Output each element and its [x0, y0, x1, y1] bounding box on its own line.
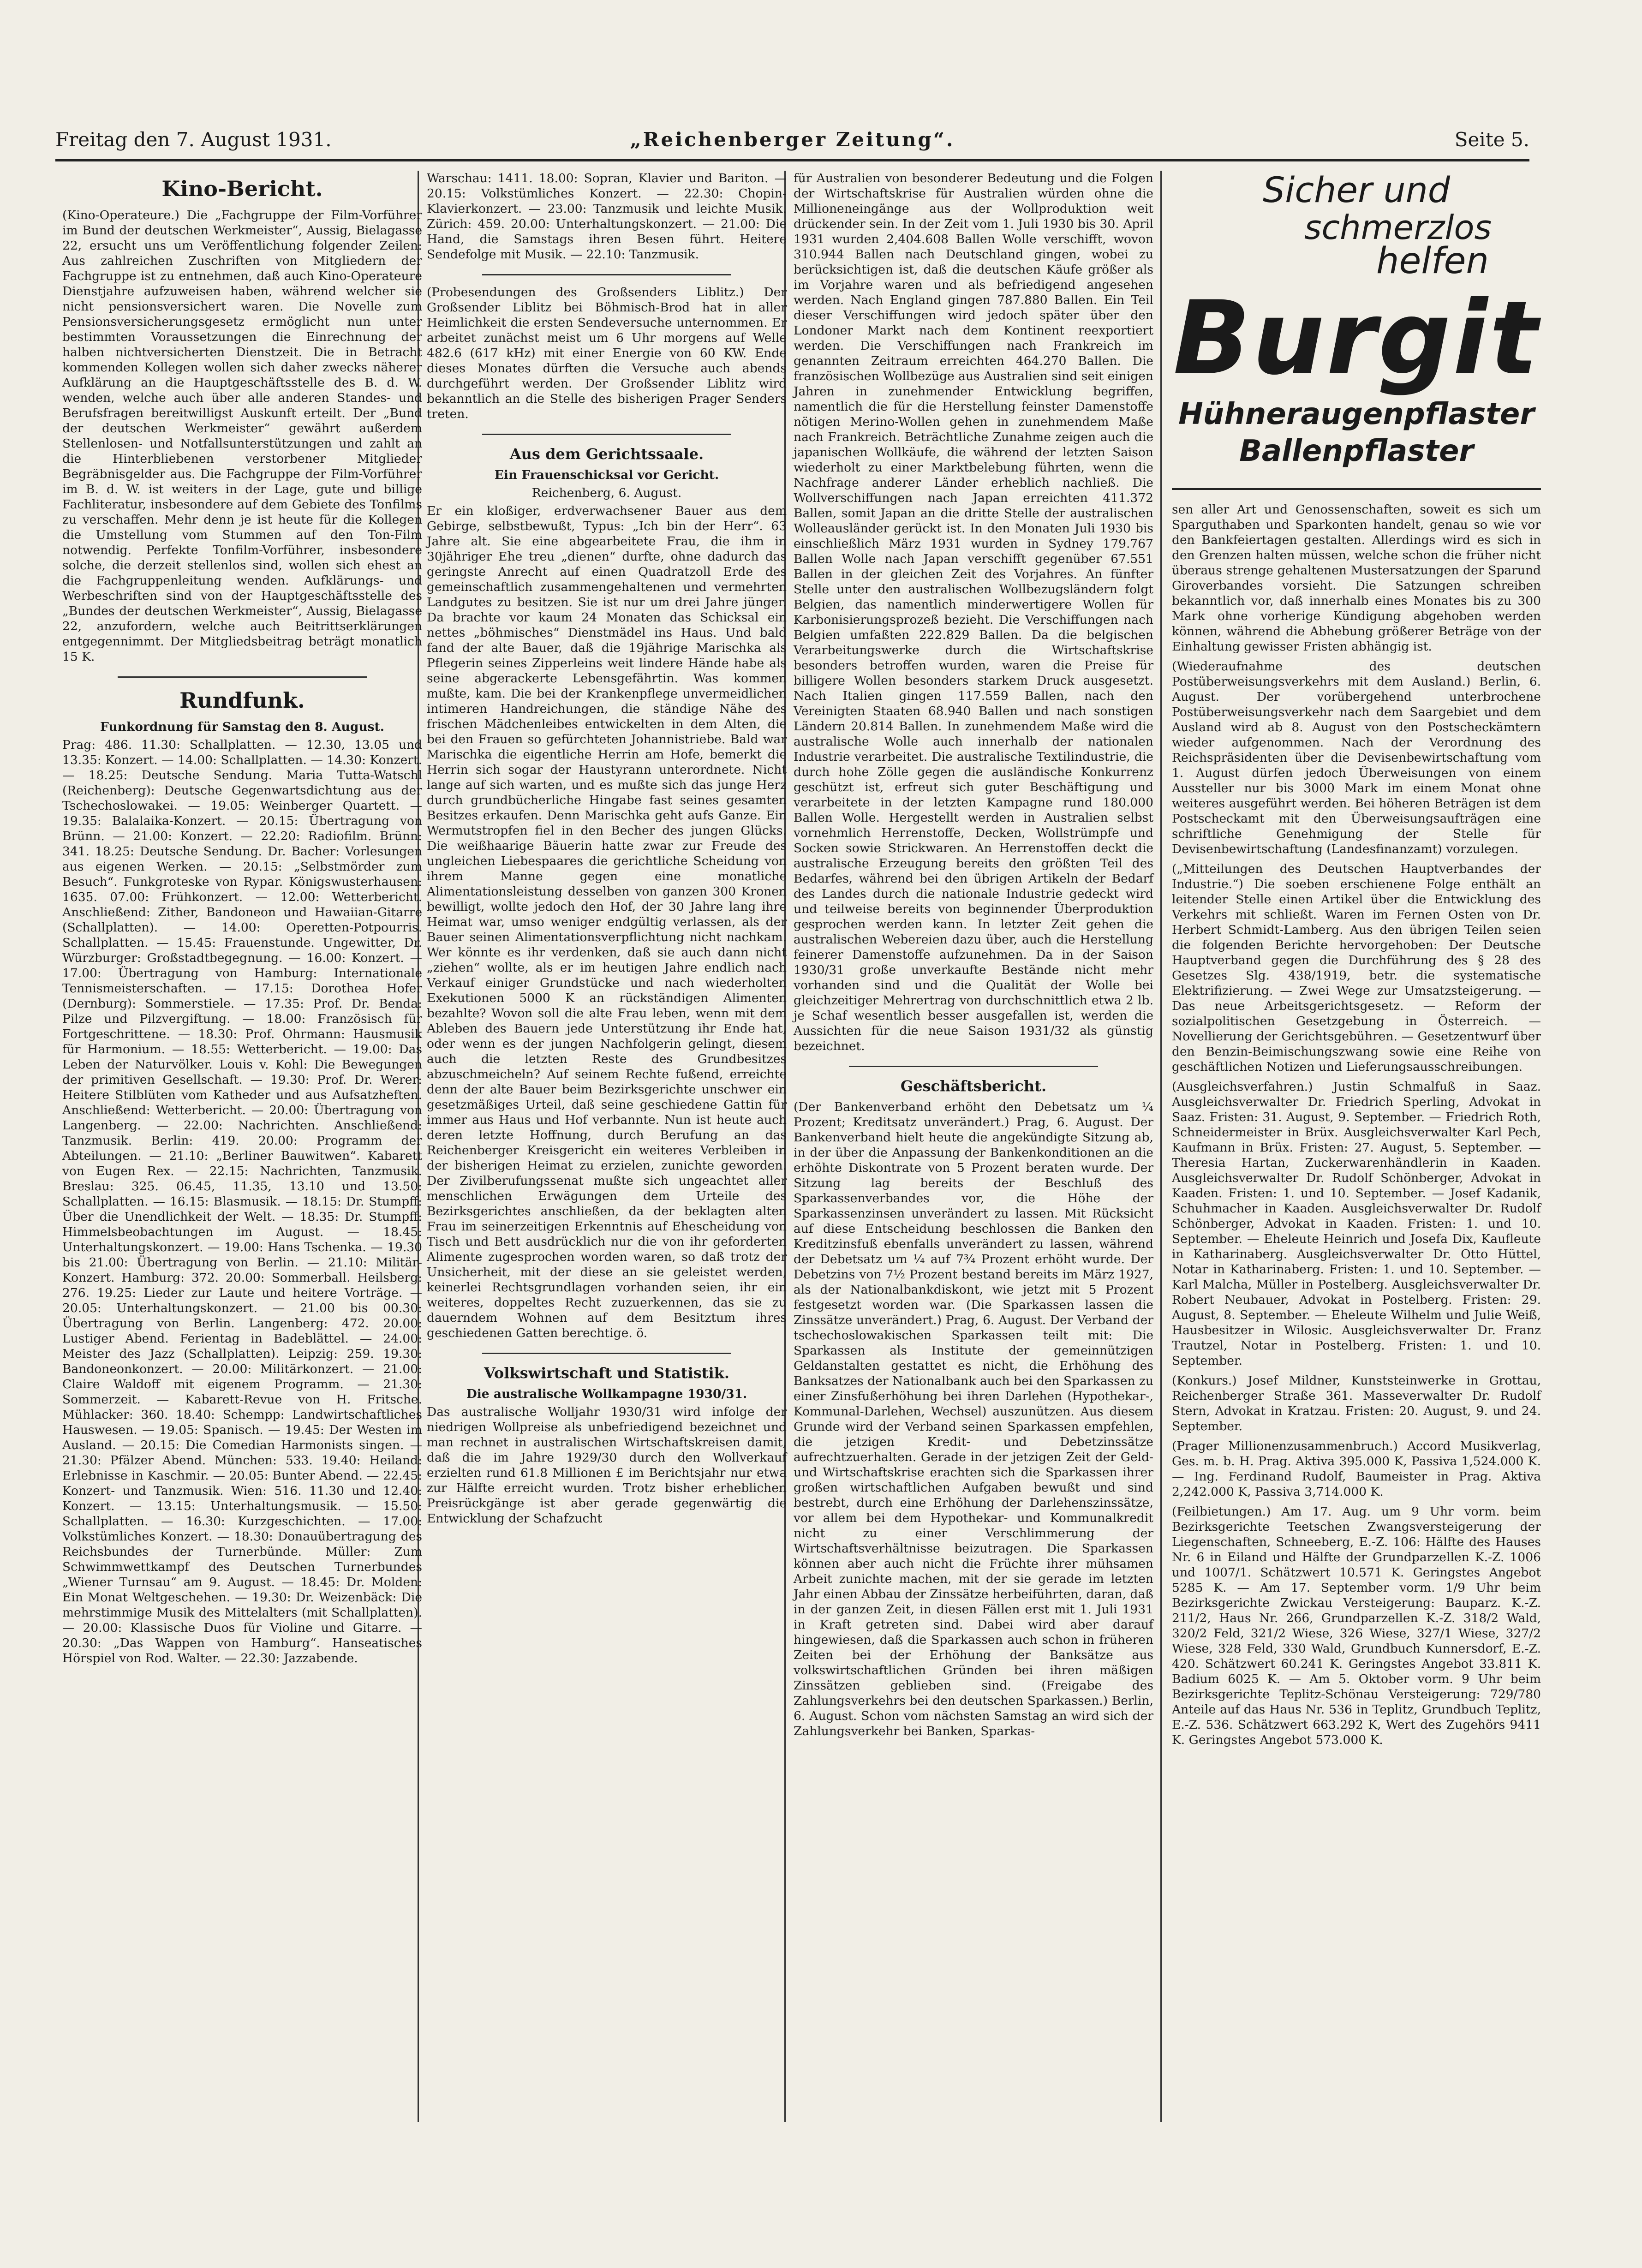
- rundfunk-text: Prag: 486. 11.30: Schallplatten. — 12.30, 13.05 und 13.35: Konzert. — 14.00: Schallplatten. — 14.30: Konzert. — 18.25: Deutsche Sendung. Maria Tutta-Watschl (Reichenberg): Deutsche Gegenwartsdichtung aus der Tschechoslowakei. — 19.05: Weinberger Quartett. — 19.35: Balalaika-Konzert. — 20.15: Übertragung von Brünn. — 21.00: Konzert. — 22.20: Radiofilm. Brünn: 341. 18.25: Deutsche Sendung. Dr. Bacher: Vorlesungen aus eigenen Werken. — 20.15: „Selbstmörder zum Besuch“. Funkgroteske von Rypar. Königswusterhausen: 1635. 07.00: Frühkonzert. — 12.00: Wetterbericht. Anschließend: Zither, Bandoneon und Hawaiian-Gitarre (Schallplatten). — 14.00: Operetten-Potpourris. Schallplatten. — 15.45: Frauenstunde. Ungewitter, Dr. Würzburger: Großstadtbegegnung. — 16.00: Konzert. — 17.00: Übertragung von Hamburg: Internationale Tennismeisterschaften. — 17.15: Dorothea Hofer (Dernburg): Sommerstiele. — 17.35: Prof. Dr. Benda: Pilze und Pilzvergiftung. — 18.00: Französisch für Fortgeschrittene. — 18.30: Prof. Ohrmann: Hausmusik für Harmonium. — 18.55: Wetterbericht. — 19.00: Das Leben der Naturvölker. Louis v. Kohl: Die Bewegungen der primitiven Gesellschaft. — 19.30: Prof. Dr. Werer: Heitere Stilblüten vom Katheder und aus Aufsatzheften. Anschließend: Wetterbericht. — 20.00: Übertragung von Langenberg. — 22.00: Nachrichten. Anschließend: Tanzmusik. Berlin: 419. 20.00: Programm der Abteilungen. — 21.10: „Berliner Bauwitwen“. Kabarett von Eugen Rex. — 22.15: Nachrichten, Tanzmusik. Breslau: 325. 06.45, 11.35, 13.10 und 13.50: Schallplatten. — 16.15: Blasmusik. — 18.15: Dr. Stumpff: Über die Unendlichkeit der Welt. — 18.35: Dr. Stumpff: Himmelsbeobachtungen im August. — 18.45: Unterhaltungskonzert. — 19.00: Hans Tschenka. — 19.30 bis 21.00: Übertragung von Berlin. — 21.10: Militär-Konzert. Hamburg: 372. 20.00: Sommerball. Heilsberg: 276. 19.25: Lieder zur Laute und heitere Vorträge. — 20.05: Unterhaltungskonzert. — 21.00 bis 00.30: Übertragung von Berlin. Langenberg: 472. 20.00: Lustiger Abend. Ferientag in Badeblättel. — 24.00: Meister des Jazz (Schallplatten). Leipzig: 259. 19.30: Bandoneonkonzert. — 20.00: Militärkonzert. — 21.00: Claire Waldoff mit eigenem Programm. — 21.30: Sommerzeit. — Kabarett-Revue von H. Fritsche. Mühlacker: 360. 18.40: Schempp: Landwirtschaftliches Hauswesen. — 19.05: Spanisch. — 19.45: Der Westen im Ausland. — 20.15: Die Comedian Harmonists singen. — 21.30: Pfälzer Abend. München: 533. 19.40: Heiland: Erlebnisse in Kaschmir. — 20.05: Bunter Abend. — 22.45: Konzert- und Tanzmusik. Wien: 516. 11.30 und 12.40: Konzert. — 13.15: Unterhaltungsmusik. — 15.50: Schallplatten. — 16.30: Kurzgeschichten. — 17.00: Volkstümliches Konzert. — 18.30: Donauübertragung des Reichsbundes der Turnerbünde. Müller: Zum Schwimmwettkampf des Deutschen Turnerbundes „Wiener Turnsau“ am 9. August. — 18.45: Dr. Molden: Ein Monat Weltgeschehen. — 19.30: Dr. Weizenbäck: Die mehrstimmige Musik des Mittelalters (mit Schallplatten). — 20.00: Klassische Duos für Violine und Gitarre. — 20.30: „Das Wappen von Hamburg“. Hanseatisches Hörspiel von Rod. Walter. — 22.30: Jazzabende.: [62, 738, 422, 1665]
- kino-title: Kino-Bericht.: [161, 176, 323, 201]
- kino-text: (Kino-Operateure.) Die „Fachgruppe der Film-Vorführer im Bund der deutschen Werkmeister“, Aussig, Bielagasse 22, ersucht uns um Veröffentlichung folgender Zeilen: Aus zahlreichen Zuschriften von Mitgliedern der Fachgruppe ist zu entnehmen, daß auch Kino-Operateure Dienstjahre aufzuweisen haben, während welcher sie nicht pensionsversichert waren. Die Novelle zum Pensionsversicherungsgesetz ermöglicht nun unter bestimmten Voraussetzungen die Einrechnung der halben nichtversicherten Dienstzeit. Die in Betracht kommenden Kollegen wollen sich daher zwecks näherer Aufklärung an die Hauptgeschäftsstelle des B. d. W. wenden, welche auch über alle anderen Standes- und Berufsfragen bereitwilligst Auskunft erteilt. Der „Bund der deutschen Werkmeister“ gewährt außerdem Stellenlosen- und Notfallsunterstützungen und zahlt an die Hinterbliebenen verstorbener Mitglieder Begräbnisgelder aus. Die Fachgruppe der Film-Vorführer im B. d. W. ist weiters in der Lage, gute und billige Fachliteratur, insbesondere auf dem Gebiete des Tonfilms zu verschaffen. Mehr denn je ist heute für die Kollegen die Umstellung vom Stummen auf den Ton-Film notwendig. Perfekte Tonfilm-Vorführer, insbesondere solche, die derzeit stellenlos sind, wollen sich ehest an die Fachgruppenleitung wenden. Aufklärungs- und Werbeschriften sind von der Hauptgeschäftsstelle des „Bundes der deutschen Werkmeister“, Aussig, Bielagasse 22, anzufordern, welche auch Beitrittserklärungen entgegennimmt. Der Mitgliedsbeitrag beträgt monatlich 15 K.: [62, 208, 422, 664]
- ad-line-2: schmerzlos: [1304, 208, 1492, 247]
- section-rule: [118, 676, 367, 678]
- feilbietungen-article: (Feilbietungen.) Am 17. Aug. um 9 Uhr vorm. beim Bezirksgerichte Teetschen Zwangsversteigerung der Liegenschaften, Schneeberg, E.-Z. 106: Hälfte des Hauses Nr. 6 in Eiland und Hälfte der Grundparzellen K.-Z. 1006 und 1007/1. Schätzwert 10.571 K. Geringstes Angebot 5285 K. — Am 17. September vorm. 1/9 Uhr beim Bezirksgerichte Zwickau Versteigerung: Bauparz. K.-Z. 211/2, Haus Nr. 266, Grundparzellen K.-Z. 318/2 Wald, 320/2 Feld, 321/2 Wiese, 326 Wiese, 327/1 Wiese, 327/2 Wiese, 328 Feld, 330 Wald, Grundbuch Kunnersdorf, E.-Z. 420. Schätzwert 60.241 K. Geringstes Angebot 33.811 K. Badium 6025 K. — Am 5. Oktober vorm. 9 Uhr beim Bezirksgerichte Teplitz-Schönau Versteigerung: 729/780 Anteile auf das Haus Nr. 536 in Teplitz, Grundbuch Teplitz, E.-Z. 536. Schätzwert 663.292 K, Wert des Zugehörs 9411 K. Geringstes Angebot 573.000 K.: [1172, 1504, 1541, 1747]
- column-4: [1172, 171, 1541, 1748]
- volkswirtschaft-subtitle: Die australische Wollkampagne 1930/31.: [466, 1387, 747, 1401]
- postueberweisung-article: (Wiederaufnahme des deutschen Postüberweisungsverkehrs mit dem Ausland.) Berlin, 6. August. Der vorübergehend unterbrochene Postüberweisungsverkehr nach dem Saargebiet und dem Ausland wird ab 8. August von den Postscheckämtern wieder aufgenommen. Nach der Verordnung des Reichspräsidenten über die Devisenbewirtschaftung vom 1. August dürfen jedoch Überweisungen von einem Aussteller nur bis 3000 Mark im einem Monat ohne weiteres ausgeführt werden. Bei höheren Beträgen ist dem Postscheckamt mit den Überweisungsaufträgen eine schriftliche Genehmigung der Stelle für Devisenbewirtschaftung (Landesfinanzamt) vorzulegen.: [1172, 659, 1541, 856]
- ad-line-1: Sicher und: [1262, 169, 1451, 210]
- volkswirtschaft-text: Das australische Wolljahr 1930/31 wird infolge der niedrigen Wollpreise als unbefriedigend bezeichnet und man rechnet in australischen Wirtschaftskreisen damit, daß die im Jahre 1929/30 durch den Wollverkauf erzielten rund 61.8 Millionen £ im Berichtsjahr nur etwa zur Hälfte erreicht wurden. Trotz bisher erheblichen Preisrückgänge ist aber gerade gegenwärtig die Entwicklung der Schafzucht: [427, 1405, 787, 1526]
- section-rule: [482, 434, 731, 435]
- sparkassen-continued: sen aller Art und Genossenschaften, soweit es sich um Sparguthaben und Sparkonten handelt, genau so wie vor den Bankfeiertagen gestalten. Allerdings wird es sich in den Grenzen halten müssen, welche schon die früher nicht überaus strenge gehaltenen Mustersatzungen der Sparund Giroverbandes vorsieht. Die Satzungen schreiben bekanntlich vor, daß innerhalb eines Monates bis zu 300 Mark ohne vorherige Kündigung abgehoben werden können, während die Abhebung größerer Beträge von der Einhaltung gewisser Fristen abhängig ist.: [1172, 502, 1541, 654]
- gericht-dateline: Reichenberg, 6. August.: [531, 486, 682, 500]
- section-rule: [849, 1066, 1098, 1067]
- issue-date: Freitag den 7. August 1931.: [55, 128, 332, 151]
- section-rule: [482, 274, 731, 275]
- newspaper-title: „Reichenberger Zeitung“.: [630, 128, 955, 151]
- burgit-advertisement: [1172, 171, 1541, 490]
- section-rule: [482, 1353, 731, 1354]
- column-3: [794, 171, 1153, 1739]
- millionen-article: (Prager Millionenzusammenbruch.) Accord Musikverlag, Ges. m. b. H. Prag. Aktiva 395.000 K, Passiva 1,524.000 K. — Ing. Ferdinand Rudolf, Baumeister in Prag. Aktiva 2,242.000 K, Passiva 3,714.000 K.: [1172, 1439, 1541, 1499]
- page-number: Seite 5.: [1454, 128, 1529, 151]
- radio-continued: Warschau: 1411. 18.00: Sopran, Klavier und Bariton. — 20.15: Volkstümliches Konzert. — 22.30: Chopin-Klavierkonzert. — 23.00: Tanzmusik und leichte Musik. Zürich: 459. 20.00: Unterhaltungskonzert. — 21.00: Die Hand, die Samstags ihren Besen führt. Heitere Sendefolge mit Musik. — 22.10: Tanzmusik.: [427, 171, 787, 262]
- ad-product-1: Hühneraugenpflaster: [1178, 397, 1535, 431]
- hauptverband-article: („Mitteilungen des Deutschen Hauptverbandes der Industrie.“) Die soeben erschienene Folge enthält an leitender Stelle einen Artikel über die Entwicklung des Verkehrs mit schließt. Waren im Fernen Osten von Dr. Herbert Schmidt-Lamberg. Aus den übrigen Teilen seien die folgenden Berichte hervorgehoben: Der Deutsche Hauptverband gegen die Durchführung des § 28 des Gesetzes Slg. 438/1919, betr. die systematische Elektrifizierung. — Zwei Wege zur Umsatzsteigerung. — Das neue Arbeitsgerichtsgesetz. — Reform der sozialpolitischen Gesetzgebung in Österreich. — Novellierung der Gerichtsgebühren. — Gesetzentwurf über den Benzin-Beimischungszwang sowie eine Reihe von geschäftlichen Notizen und Lieferungsausschreibungen.: [1172, 862, 1541, 1074]
- gericht-subtitle: Ein Frauenschicksal vor Gericht.: [494, 468, 719, 482]
- column-1: [62, 171, 422, 1666]
- geschaeftsbericht-title: Geschäftsbericht.: [900, 1077, 1047, 1095]
- column-divider: [1160, 171, 1162, 2122]
- wolle-text: für Australien von besonderer Bedeutung und die Folgen der Wirtschaftskrise für Australien würden ohne die Millioneneingänge aus der Wollproduktion weit drückender sein. In der Zeit vom 1. Juli 1930 bis 30. April 1931 wurden 2,404.608 Ballen Wolle verschifft, wovon 310.944 Ballen nach Deutschland gingen, wobei zu berücksichtigen ist, daß die deutschen Käufe größer als im Vorjahre waren und als befriedigend angesehen werden. Nach England gingen 787.880 Ballen. Ein Teil dieser Verschiffungen wird jedoch später über den Londoner Markt nach dem Kontinent reexportiert werden. Die Verschiffungen nach Frankreich im genannten Zeitraum erreichten 464.270 Ballen. Die französischen Wollbezüge aus Australien sind seit einigen Jahren in zunehmender Entwicklung begriffen, namentlich die für die Herstellung feinster Damenstoffe nötigen Merino-Wollen gehen in zunehmendem Maße nach Frankreich. Beträchtliche Zunahme zeigen auch die japanischen Wollkäufe, die während der letzten Saison wiederholt zu einer Marktbelebung führten, wenn die Nachfrage anderer Länder erheblich nachließ. Die Wollverschiffungen nach Japan erreichten 411.372 Ballen, somit Japan an die dritte Stelle der australischen Wolleausländer gerückt ist. In den Monaten Juli 1930 bis einschließlich März 1931 wurden in Sydney 179.767 Ballen Wolle nach Japan verschifft gegenüber 67.551 Ballen in der gleichen Zeit des Vorjahres. An fünfter Stelle unter den australischen Wollbezugsländern folgt Belgien, das namentlich minderwertigere Wollen für Karbonisierungsprozeß bezieht. Die Verschiffungen nach Belgien umfaßten 222.829 Ballen. Da die belgischen Verarbeitungswerke durch die Wirtschaftskrise besonders betroffen wurden, waren die Preise für billigere Wollen besonders starkem Druck ausgesetzt. Nach Italien gingen 117.559 Ballen, nach den Vereinigten Staaten 68.940 Ballen und nach sonstigen Ländern 20.814 Ballen. In zunehmendem Maße wird die australische Wolle auch innerhalb der nationalen Industrie verarbeitet. Die australische Textilindustrie, die durch hohe Zölle gegen die ausländische Konkurrenz geschützt ist, erfreut sich guter Beschäftigung und verarbeitete in der letzten Kampagne rund 180.000 Ballen Wolle. Hergestellt werden in Australien selbst vornehmlich Herrenstoffe, Decken, Wollstrümpfe und Socken sowie Strickwaren. An Herrenstoffen deckt die australische Erzeugung bereits den größten Teil des Bedarfes, während bei den übrigen Artikeln der Bedarf des Landes durch die nationale Industrie gedeckt wird und teilweise bereits von beginnender Überproduktion gesprochen werden kann. In letzter Zeit gehen die australischen Webereien dazu über, auch die Herstellung feinerer Damenstoffe aufzunehmen. Da in der Saison 1930/31 große unverkaufte Bestände nicht mehr vorhanden sind und die Qualität der Wolle bei gleichzeitiger Mehrertrag von durchschnittlich etwa 2 lb. je Schaf wesentlich besser ausgefallen ist, werden die Aussichten für die neue Saison 1931/32 als günstig bezeichnet.: [794, 171, 1153, 1053]
- rundfunk-subtitle: Funkordnung für Samstag den 8. August.: [100, 720, 385, 734]
- column-2: [427, 171, 787, 1526]
- page-header: [55, 124, 1529, 156]
- gericht-text: Er ein kloßiger, erdverwachsener Bauer aus dem Gebirge, selbstbewußt, Typus: „Ich bin der Herr“. 63 Jahre alt. Sie eine abgearbeitete Frau, die ihm in 30jähriger Ehe treu „dienen“ durfte, ohne dadurch das geringste Anrecht auf einen Quadratzoll Erde des gemeinschaftlich zusammengehaltenen und vermehrten Landgutes zu besitzen. Sie ist nur um drei Jahre jünger. Da brachte vor kaum 24 Monaten das Schicksal ein nettes „böhmisches“ Dienstmädel ins Haus. Und bald fand der alte Bauer, daß die 19jährige Marischka als Pflegerin seines Zipperleins weit lindere Hände habe als seine abgerackerte Lebensgefährtin. Was kommen mußte, kam. Die bei der Krankenpflege unvermeidlichen intimeren Handreichungen, die ständige Nähe des frischen Mädchenleibes entwickelten in dem Alten, die bei den Frauen so gefürchteten Johannistriebe. Bald war Marischka die eigentliche Herrin am Hofe, bemerkt die Herrin sich sogar der Haustyrann unterordnete. Nicht lange auf sich warten, und es mußte sich das junge Herz durch grundbücherliche Hingabe fast seines gesamten Besitzes erkaufen. Denn Marischka geht aufs Ganze. Ein Wermutstropfen fiel in den Becher des jungen Glücks. Die weißhaarige Bäuerin hatte zwar zur Freude des ungleichen Liebespaares die gerichtliche Scheidung von ihrem Manne gegen eine monatliche Alimentationsleistung desselben von ganzen 300 Kronen bewilligt, wollte jedoch den Hof, der 30 Jahre lang ihre Heimat war, umso weniger endgültig verlassen, als der Bauer seinen Alimentationsverpflichtung nicht nachkam. Wer könnte es ihr verdenken, daß sie auch dann nicht „ziehen“ wollte, als er im heutigen Jahre endlich nach Verkauf einiger Grundstücke und nach wiederholten Exekutionen 5000 K an rückständigen Alimenten bezahlte? Wovon soll die alte Frau leben, wenn mit dem Ableben des Bauern jede Unterstützung ihr Ende hat, oder wenn es der jungen Nachfolgerin gelingt, diesem auch die letzten Reste des Grundbesitzes abzuschmeicheln? Auf seinem Rechte fußend, erreichte denn der alte Bauer beim Bezirksgerichte unschwer ein gesetzmäßiges Urteil, daß seine geschiedene Gattin für immer aus Haus und Hof verbannte. Nun ist heute auch deren letzte Hoffnung, durch Berufung an das Reichenberger Kreisgericht ein weiteres Verbleiben in der bisherigen Heimat zu erzielen, zunichte geworden. Der Zivilberufungssenat mußte sich ungeachtet aller menschlichen Erwägungen dem Urteile des Bezirksgerichtes anschließen, da der beklagten alten Frau im seinerzeitigen Erkenntnis auf Ehescheidung von Tisch und Bett ausdrücklich nur die von ihr geforderten Alimente zugesprochen worden waren, so daß trotz der Unsicherheit, mit der diese an sie geleistet werden, keinerlei Rechtsgrundlagen vorhanden seien, ihr ein weiteres, doppeltes Recht zuzuerkennen, das sie zu dauerndem Wohnen auf dem Besitztum ihres geschiedenen Gatten berechtige. ö.: [427, 504, 787, 1340]
- ad-line-3: helfen: [1376, 240, 1489, 282]
- gericht-title: Aus dem Gerichtssaale.: [509, 445, 704, 463]
- liblitz-article: (Probesendungen des Großsenders Liblitz.) Der Großsender Liblitz bei Böhmisch-Brod hat in aller Heimlichkeit die ersten Sendeversuche unternommen. Er arbeitet zunächst meist um 6 Uhr morgens auf Welle 482.6 (617 kHz) mit einer Energie von 60 KW. Ende dieses Monates dürften die Versuche auch abends durchgeführt werden. Der Großsender Liblitz wird bekanntlich an die Stelle des bisherigen Prager Senders treten.: [427, 285, 787, 421]
- rundfunk-title: Rundfunk.: [179, 688, 305, 713]
- ad-brand: Burgit: [1173, 279, 1540, 397]
- volkswirtschaft-title: Volkswirtschaft und Statistik.: [484, 1364, 729, 1382]
- ausgleich-article: (Ausgleichsverfahren.) Justin Schmalfuß in Saaz. Ausgleichsverwalter Dr. Friedrich Sperling, Advokat in Saaz. Fristen: 31. August, 9. September. — Friedrich Roth, Schneidermeister in Brüx. Ausgleichsverwalter Karl Pech, Kaufmann in Brüx. Fristen: 27. August, 5. September. — Theresia Hartan, Zuckerwarenhändlerin in Kaaden. Ausgleichsverwalter Dr. Rudolf Schönberger, Advokat in Kaaden. Fristen: 1. und 10. September. — Josef Kadanik, Schuhmacher in Kaaden. Ausgleichsverwalter Dr. Rudolf Schönberger, Advokat in Kaaden. Fristen: 1. und 10. September. — Eheleute Heinrich und Josefa Dix, Kaufleute in Katharinaberg. Ausgleichsverwalter Dr. Otto Hüttel, Notar in Katharinaberg. Fristen: 1. und 10. September. — Karl Malcha, Müller in Postelberg. Ausgleichsverwalter Dr. Robert Neubauer, Advokat in Postelberg. Fristen: 29. August, 8. September. — Eheleute Wilhelm und Julie Weiß, Hausbesitzer in Wilosic. Ausgleichsverwalter Dr. Franz Trautzel, Notar in Postelberg. Fristen: 1. und 10. September.: [1172, 1080, 1541, 1368]
- geschaeftsbericht-text: (Der Bankenverband erhöht den Debetsatz um ¼ Prozent; Kreditsatz unverändert.) Prag, 6. August. Der Bankenverband hielt heute die angekündigte Sitzung ab, in der über die Anpassung der Bankenkonditionen an die erhöhte Diskontrate von 5 Prozent beraten wurde. Der Sitzung lag bereits der Beschluß des Sparkassenverbandes vor, die Höhe der Sparkassenzinsen unverändert zu lassen. Mit Rücksicht auf diese Entscheidung beschlossen die Banken den Kreditzinsfuß ebenfalls unverändert zu lassen, während der Debetsatz um ¼ auf 7¾ Prozent erhöht wurde. Der Debetzins von 7½ Prozent bestand bereits im März 1927, als der Nationalbankdiskont, wie jetzt mit 5 Prozent festgesetzt worden war. (Die Sparkassen lassen die Zinssätze unverändert.) Prag, 6. August. Der Verband der tschechoslowakischen Sparkassen teilt mit: Die Sparkassen als Institute der gemeinnützigen Geldanstalten gestattet es nicht, die Erhöhung des Banksatzes der Nationalbank auch bei den Sparkassen zu einer Zinsfußerhöhung bei ihren Darlehen (Hypothekar-, Kommunal-Darlehen, Wechsel) auszunützen. Aus diesem Grunde wird der Verband seinen Sparkassen empfehlen, die jetzigen Kredit- und Debetzinssätze aufrechtzuerhalten. Gerade in der jetzigen Zeit der Geld- und Wirtschaftskrise erachten sich die Sparkassen ihrer großen wirtschaftlichen Aufgaben bewußt und sind bestrebt, durch eine Erhöhung der Darlehenszinssätze, vor allem bei dem Hypothekar- und Kommunalkredit nicht zu einer Verschlimmerung der Wirtschaftsverhältnisse beizutragen. Die Sparkassen können aber auch nicht die Früchte ihrer mühsamen Arbeit zunichte machen, mit der sie gerade im letzten Jahr einen Abbau der Zinssätze herbeiführten, daran, daß in der ganzen Zeit, in diesen Fällen erst mit 1. Juli 1931 in Kraft getreten sind. Dabei wird aber darauf hingewiesen, daß die Sparkassen auch schon in früheren Zeiten bei der Erhöhung der Banksätze aus volkswirtschaftlichen Gründen bei ihren mäßigen Zinssätzen geblieben sind. (Freigabe des Zahlungsverkehrs bei den deutschen Sparkassen.) Berlin, 6. August. Schon vom nächsten Samstag an wird sich der Zahlungsverkehr bei Banken, Sparkas-: [794, 1100, 1153, 1738]
- konkurs-article: (Konkurs.) Josef Mildner, Kunststeinwerke in Grottau, Reichenberger Straße 361. Masseverwalter Dr. Rudolf Stern, Advokat in Kratzau. Fristen: 20. August, 9. und 24. September.: [1172, 1373, 1541, 1433]
- ad-product-2: Ballenpflaster: [1239, 434, 1474, 468]
- header-rule: [55, 159, 1529, 161]
